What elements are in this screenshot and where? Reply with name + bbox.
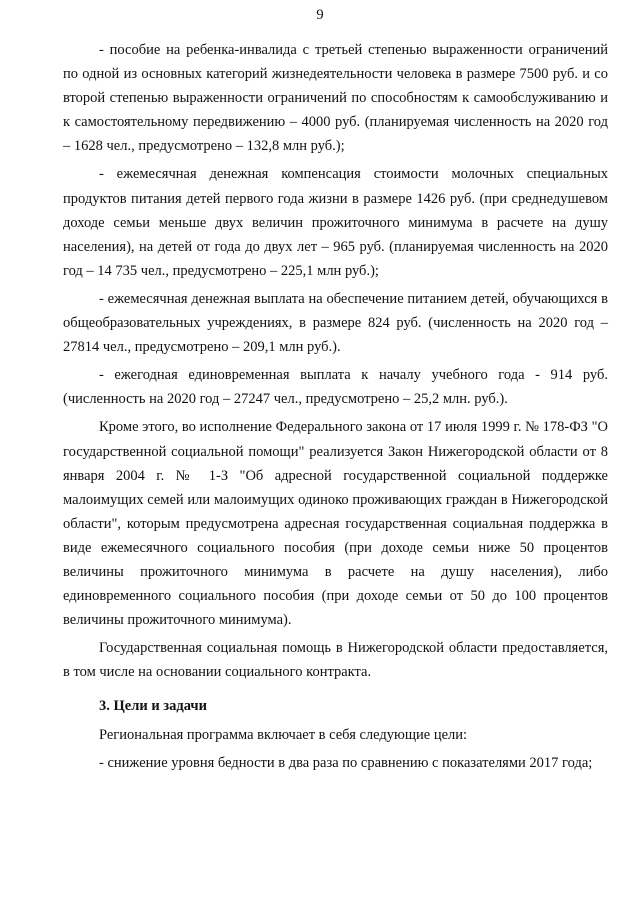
paragraph-federal-law: Кроме этого, во исполнение Федерального закона от 17 июля 1999 г. № 178-ФЗ "О государственной социальной помощи" реализуется Закон Нижегородской области от 8 января 2004 г. № 1-З "Об адресной государственной социальной поддержке малоимущих семей или малоимущих одиноко проживающих граждан в Нижегородской области", которым предусмотрена адресная государственная социальная поддержка в виде ежемесячного социального пособия (при доходе семьи ниже 50 процентов величины прожиточного минимума в расчете на душу населения), либо единовременного социального пособия (при доходе семьи от 50 до 100 процентов величины прожиточного минимума). (63, 419, 608, 629)
paragraph-school-meals-payment: - ежемесячная денежная выплата на обеспечение питанием детей, обучающихся в общеобразовательных учреждениях, в размере 824 руб. (численность на 2020 год – 27814 чел., предусмотрено – 209,1 млн руб.). (63, 290, 608, 356)
paragraph-social-contract: Государственная социальная помощь в Нижегородской области предоставляется, в том числе на основании социального контракта. (63, 640, 608, 681)
page-number: 9 (316, 7, 324, 23)
paragraph-disabled-child-allowance: - пособие на ребенка-инвалида с третьей степенью выраженности ограничений по одной из основных категорий жизнедеятельности человека в размере 7500 руб. и со второй степенью выраженности ограничений по способностям к самообслуживанию и к самостоятельному передвижению – 4000 руб. (планируемая численность на 2020 год – 1628 чел., предусмотрено – 132,8 млн руб.); (63, 42, 608, 155)
paragraph-milk-products-compensation: - ежемесячная денежная компенсация стоимости молочных специальных продуктов питания детей первого года жизни в размере 1426 руб. (при среднедушевом доходе семьи меньше двух величин прожиточного минимума в расчете на душу населения), на детей от года до двух лет – 965 руб. (планируемая численность на 2020 год – 14 735 чел., предусмотрено – 225,1 млн руб.); (63, 166, 608, 279)
paragraph-school-year-payment: - ежегодная единовременная выплата к началу учебного года - 914 руб. (численность на 2020 год – 27247 чел., предусмотрено – 25,2 млн. руб.). (63, 367, 608, 408)
section-heading: 3. Цели и задачи (99, 698, 207, 715)
section-intro: Региональная программа включает в себя следующие цели: (99, 726, 468, 743)
document-body (63, 38, 608, 779)
goal-item: - снижение уровня бедности в два раза по сравнению с показателями 2017 года; (99, 754, 593, 771)
